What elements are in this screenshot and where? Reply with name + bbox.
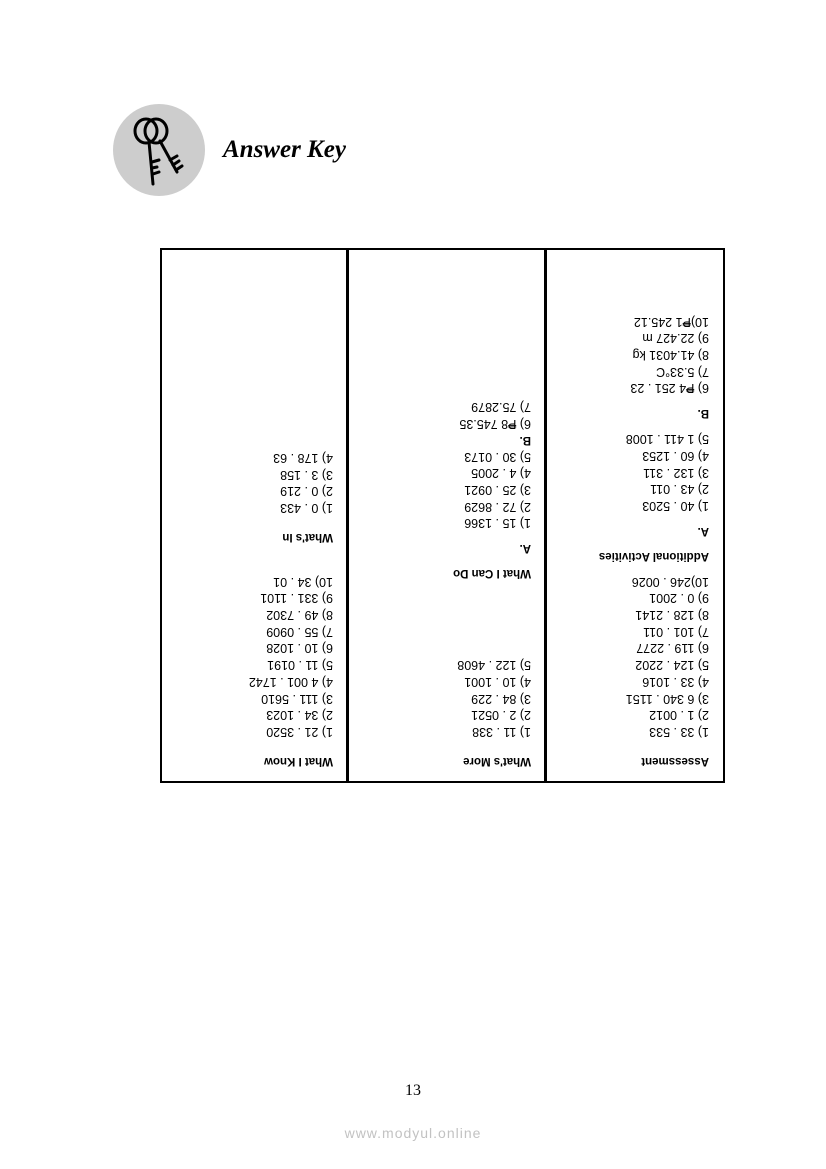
answer-list: [356, 656, 531, 740]
answer-item: 1) 33 . 533: [649, 725, 709, 739]
page-title: Answer Key: [223, 136, 346, 163]
page-number: 13: [405, 1082, 421, 1099]
section-heading: What's More: [463, 755, 531, 767]
answer-item: 2) 2 . 0521: [471, 708, 531, 723]
answer-item: 5) 30 . 0173: [464, 449, 531, 464]
answer-item: 6) 10 . 1028: [266, 641, 333, 656]
group-label: B.: [519, 433, 531, 446]
answer-column-3: [544, 248, 725, 783]
answer-column-1: [160, 248, 349, 783]
group-label: A.: [519, 542, 531, 555]
section-heading: Assessment: [641, 755, 709, 767]
answer-item: 4) 10 . 1001: [464, 674, 531, 689]
answer-item: 4) 33 . 1016: [642, 674, 709, 689]
answer-item: 2) 0 . 219: [280, 484, 333, 499]
answer-item: 8) 128 . 2141: [635, 608, 709, 623]
answer-item: 2) 34 . 1023: [266, 708, 333, 723]
answer-item: 6) ₱8 745.35: [459, 416, 531, 431]
section-heading: What's In: [282, 530, 333, 543]
answer-item: 10)₱1 245.12: [633, 314, 709, 329]
answer-item: 3) 25 . 0921: [464, 483, 531, 498]
answer-item: 7) 55 . 0909: [266, 624, 333, 639]
section-heading: What I Can Do: [453, 567, 531, 580]
answer-item: 2) 43 . 011: [650, 482, 709, 497]
answer-item: 7) 75.2879: [471, 400, 531, 415]
answer-item: 5) 11 . 0191: [267, 658, 333, 673]
answer-list: [356, 399, 531, 432]
answer-item: 8) 41.4031 kg: [632, 348, 709, 363]
answer-item: 7) 5.33°C: [656, 364, 709, 379]
answer-list: [554, 313, 709, 397]
answer-item: 4) 178 . 63: [273, 450, 333, 465]
answer-key-table: [160, 248, 725, 783]
answer-item: 2) 72 . 8629: [464, 499, 531, 514]
group-label: B.: [697, 407, 709, 420]
answer-item: 3) 111 . 5610: [261, 691, 333, 706]
answer-item: 3) 6 340 . 1151: [625, 691, 709, 706]
section-heading: What I Know: [264, 755, 333, 767]
section-heading: Additional Activities: [598, 549, 709, 562]
answer-column-2: [346, 248, 547, 783]
answer-list: [170, 573, 333, 740]
answer-item: 1) 21 . 3520: [266, 725, 333, 739]
answer-item: 3) 132 . 311: [643, 465, 709, 480]
answer-list: [554, 573, 709, 740]
answer-item: 6) ₱4 251 . 23: [630, 381, 709, 396]
answer-item: 9) 0 . 2001: [649, 591, 709, 606]
answer-item: 4) 4 . 2005: [471, 466, 531, 481]
answer-list: [356, 448, 531, 532]
answer-item: 7) 101 . 011: [643, 624, 709, 639]
watermark: www.modyul.online: [344, 1125, 482, 1141]
answer-item: 1) 40 . 5203: [642, 498, 709, 513]
answer-item: 5) 1 411 . 1008: [625, 432, 709, 447]
answer-item: 4) 60 . 1253: [642, 448, 709, 463]
answer-item: 5) 124 . 2202: [635, 658, 709, 673]
answer-item: 1) 11 . 338: [472, 725, 531, 739]
answer-item: 10)246 . 0026: [631, 574, 709, 589]
answer-item: 10) 34 . 01: [273, 574, 333, 589]
group-label: A.: [697, 524, 709, 537]
answer-list: [170, 449, 333, 516]
answer-item: 1) 15 . 1366: [464, 516, 531, 531]
answer-item: 3) 3 . 158: [280, 467, 333, 482]
answer-item: 5) 122 . 4608: [457, 658, 531, 673]
answer-item: 8) 49 . 7302: [266, 608, 333, 623]
answer-item: 9) 331 . 1101: [260, 591, 333, 606]
keys-icon: [113, 104, 205, 196]
answer-item: 1) 0 . 433: [280, 500, 333, 515]
answer-item: 2) 1 . 0012: [649, 708, 709, 723]
answer-item: 9) 22.427 m: [642, 331, 709, 346]
answer-item: 4) 4 001 . 1742: [248, 674, 333, 689]
answer-list: [554, 430, 709, 514]
answer-item: 6) 119 . 2277: [636, 641, 709, 656]
answer-item: 3) 84 . 229: [471, 691, 531, 706]
